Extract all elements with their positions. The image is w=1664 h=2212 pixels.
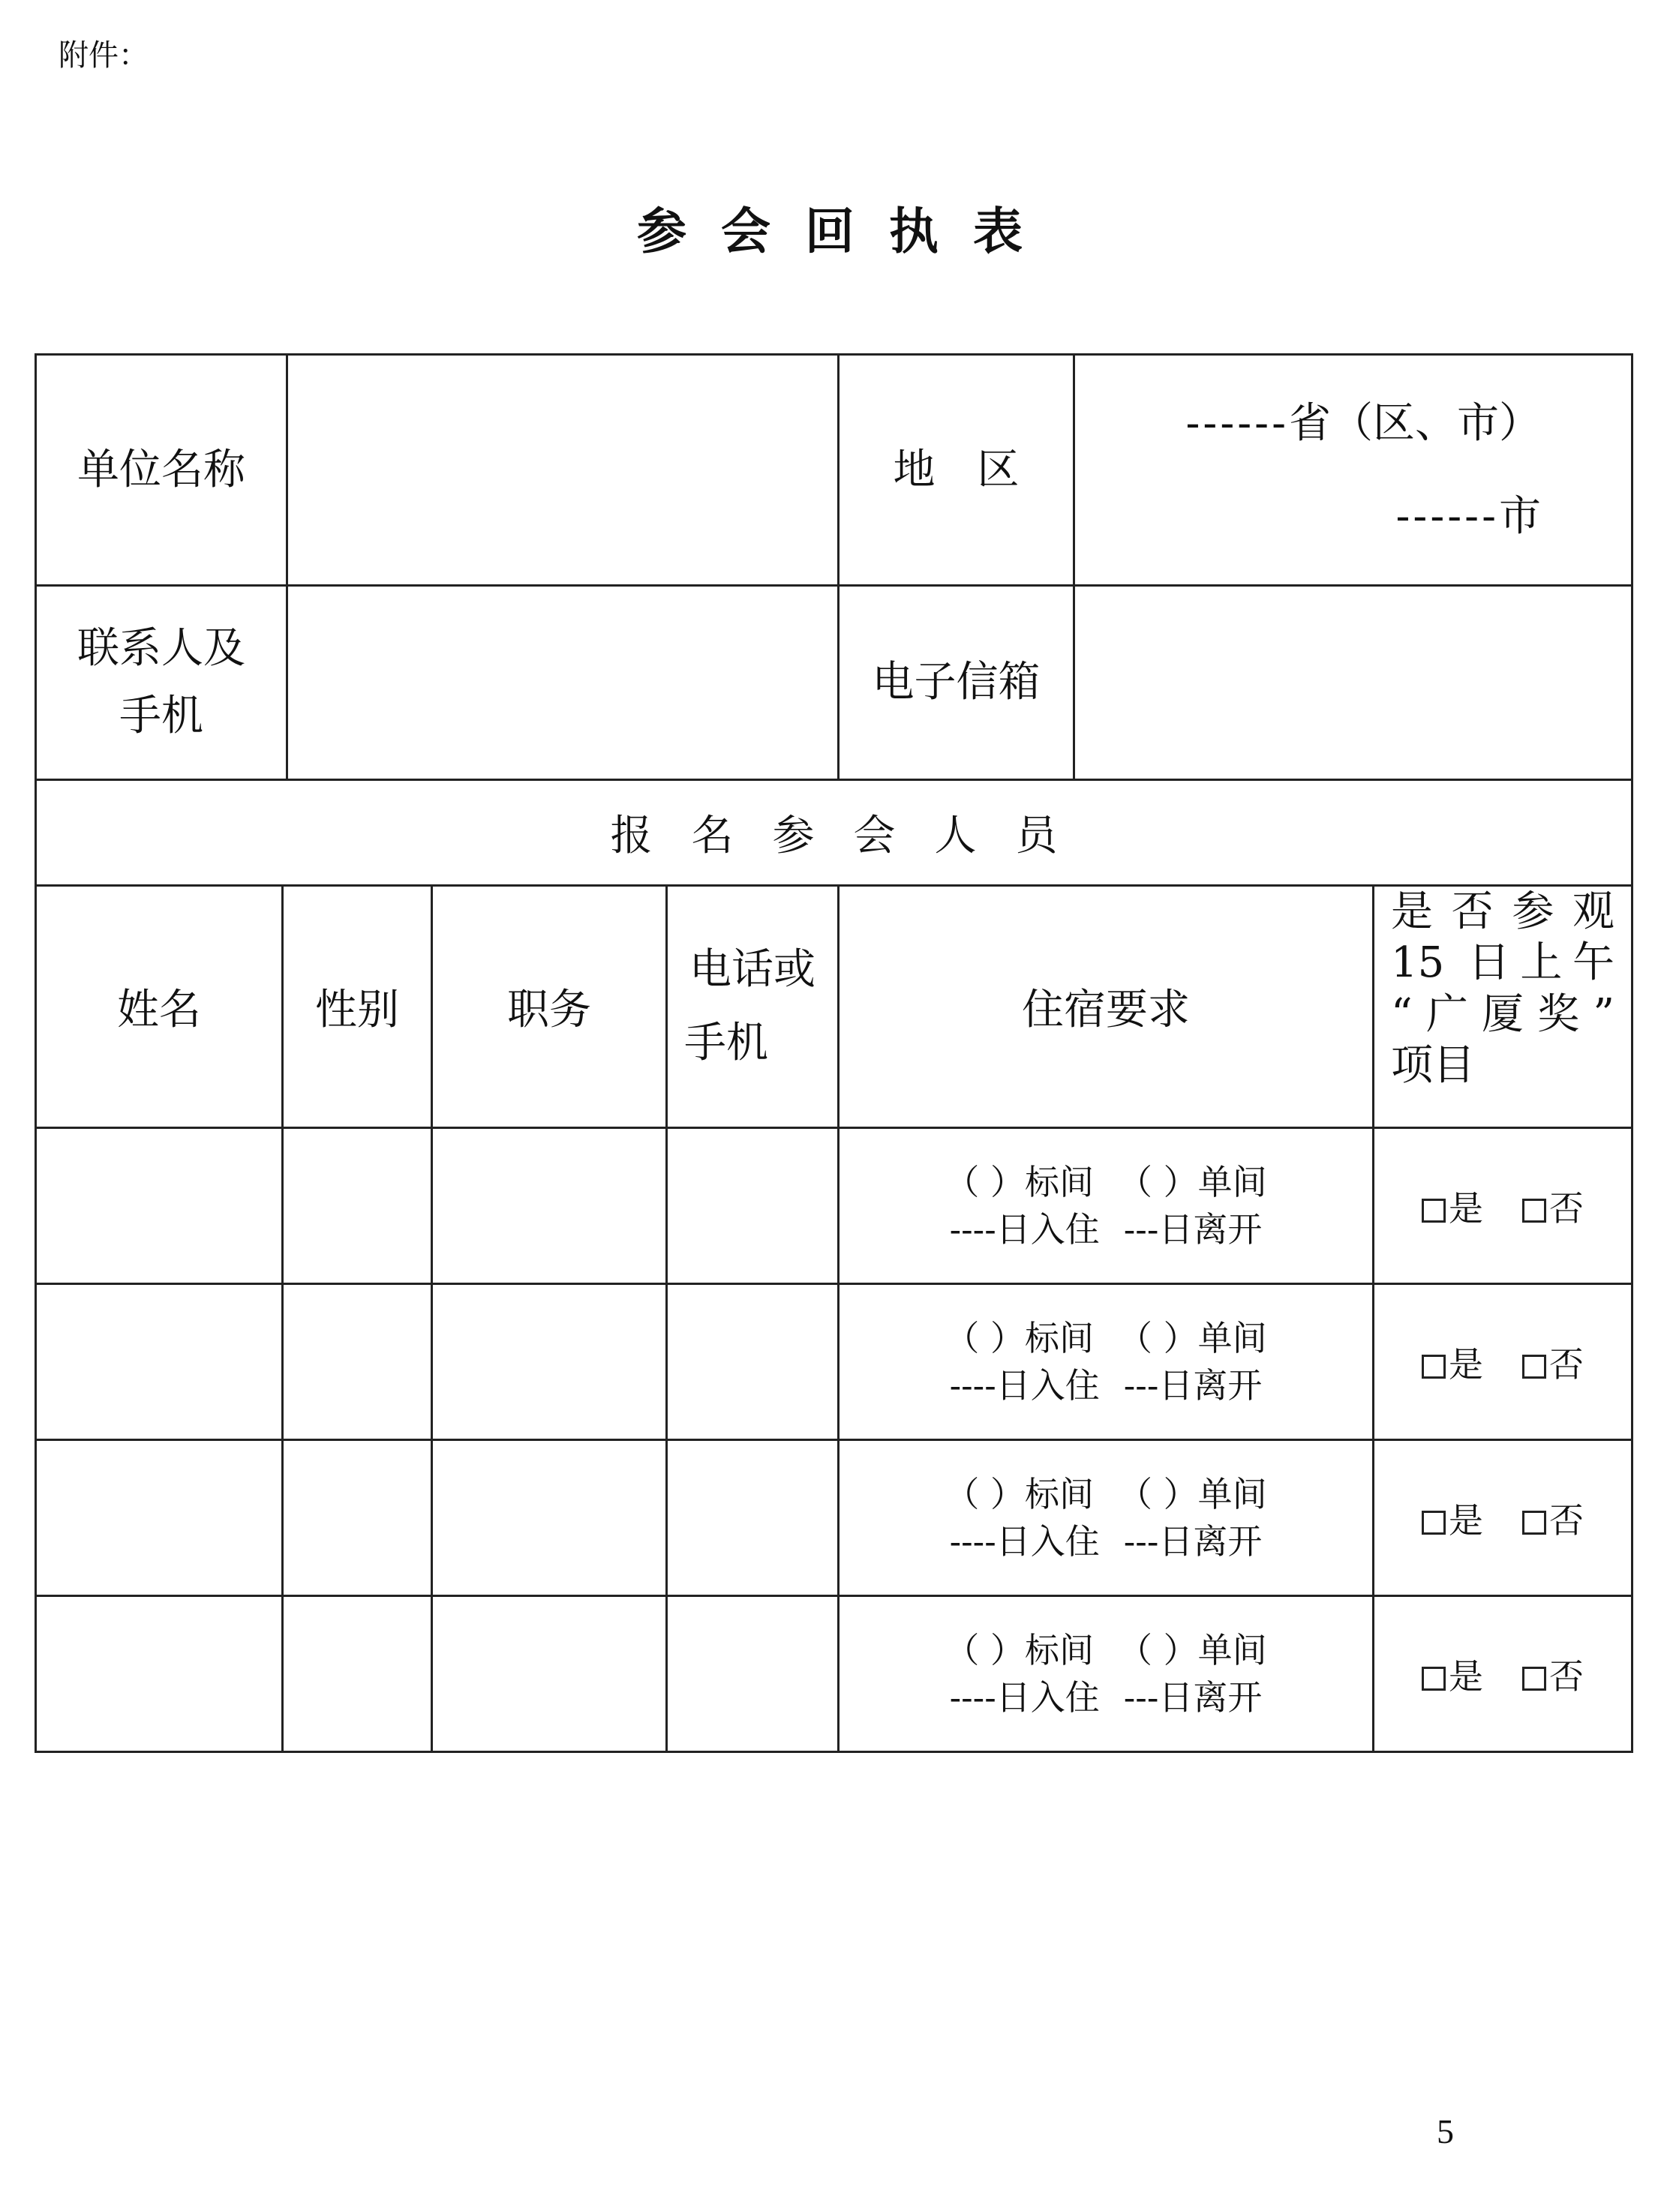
visit-no-label: 否 <box>1549 1499 1584 1541</box>
room-standard-option[interactable]: （ ）标间 <box>945 1162 1094 1203</box>
column-name: 姓名 <box>117 986 201 1034</box>
visit-yes-label: 是 <box>1449 1499 1483 1541</box>
lodging-field[interactable] <box>840 1441 1372 1595</box>
checkbox-icon[interactable] <box>1522 1355 1546 1379</box>
members-section-header: 报名参会人员 <box>610 812 1097 860</box>
column-phone-line2: 手机 <box>684 1019 768 1067</box>
visit-choice <box>1374 1597 1631 1751</box>
checkbox-icon[interactable] <box>1422 1667 1446 1691</box>
contact-label-line2: 手机 <box>119 692 203 740</box>
room-single-option[interactable]: （ ）单间 <box>1118 1162 1267 1203</box>
position-field[interactable] <box>433 1597 665 1751</box>
visit-yes-option[interactable] <box>1422 1493 1483 1543</box>
gender-field[interactable] <box>284 1441 431 1595</box>
visit-no-option[interactable] <box>1522 1493 1584 1543</box>
checkbox-icon[interactable] <box>1422 1511 1446 1535</box>
region-field[interactable] <box>1075 356 1631 584</box>
visit-no-option[interactable] <box>1522 1649 1584 1699</box>
visit-choice <box>1374 1441 1631 1595</box>
attachment-label: 附件： <box>59 38 149 73</box>
page-number: 5 <box>1437 2112 1454 2150</box>
checkbox-icon[interactable] <box>1422 1355 1446 1379</box>
gender-field[interactable] <box>284 1597 431 1751</box>
visit-choice <box>1374 1285 1631 1439</box>
lodging-field[interactable] <box>840 1285 1372 1439</box>
visit-yes-option[interactable] <box>1422 1181 1483 1231</box>
phone-field[interactable] <box>668 1285 837 1439</box>
visit-yes-option[interactable] <box>1422 1337 1483 1387</box>
room-standard-option[interactable]: （ ）标间 <box>945 1474 1094 1515</box>
column-visit-line2: 15 日上午 <box>1391 938 1614 988</box>
checkbox-icon[interactable] <box>1522 1667 1546 1691</box>
region-province-suffix: 省（区、市） <box>1289 398 1541 448</box>
checkin-date-blank[interactable]: ----日入住 <box>949 1208 1100 1250</box>
email-label: 电子信箱 <box>872 658 1041 707</box>
column-position: 职务 <box>507 986 591 1034</box>
visit-yes-option[interactable] <box>1422 1649 1483 1699</box>
room-single-option[interactable]: （ ）单间 <box>1118 1318 1267 1359</box>
visit-yes-label: 是 <box>1449 1187 1483 1229</box>
room-standard-option[interactable]: （ ）标间 <box>945 1630 1094 1671</box>
visit-yes-label: 是 <box>1449 1655 1483 1697</box>
contact-label <box>37 587 286 779</box>
position-field[interactable] <box>433 1441 665 1595</box>
visit-no-label: 否 <box>1549 1187 1584 1229</box>
phone-field[interactable] <box>668 1597 837 1751</box>
visit-no-label: 否 <box>1549 1343 1584 1385</box>
checkbox-icon[interactable] <box>1522 1199 1546 1223</box>
column-gender: 性别 <box>315 986 399 1034</box>
visit-choice <box>1374 1129 1631 1283</box>
email-field[interactable] <box>1075 587 1631 779</box>
lodging-field[interactable] <box>840 1597 1372 1751</box>
region-city-blank: ------ <box>1395 491 1499 541</box>
column-phone <box>668 887 837 1127</box>
position-field[interactable] <box>433 1129 665 1283</box>
lodging-field[interactable] <box>840 1129 1372 1283</box>
contact-label-line1: 联系人及 <box>77 624 245 674</box>
checkbox-icon[interactable] <box>1422 1199 1446 1223</box>
column-visit-line1: 是 否 参 观 <box>1391 887 1614 936</box>
checkout-date-blank[interactable]: ---日离开 <box>1123 1676 1263 1718</box>
room-standard-option[interactable]: （ ）标间 <box>945 1318 1094 1359</box>
visit-no-option[interactable] <box>1522 1337 1584 1387</box>
name-field[interactable] <box>37 1285 281 1439</box>
checkin-date-blank[interactable]: ----日入住 <box>949 1364 1100 1406</box>
visit-no-label: 否 <box>1549 1655 1584 1697</box>
region-city-suffix: 市 <box>1499 491 1541 541</box>
checkin-date-blank[interactable]: ----日入住 <box>949 1520 1100 1562</box>
column-visit <box>1374 887 1631 1127</box>
column-lodging: 住宿要求 <box>1022 986 1190 1034</box>
region-label: 地 区 <box>893 445 1020 494</box>
gender-field[interactable] <box>284 1129 431 1283</box>
checkout-date-blank[interactable]: ---日离开 <box>1123 1364 1263 1406</box>
checkbox-icon[interactable] <box>1522 1511 1546 1535</box>
visit-no-option[interactable] <box>1522 1181 1584 1231</box>
checkout-date-blank[interactable]: ---日离开 <box>1123 1208 1263 1250</box>
column-visit-line3: “广厦奖” <box>1391 989 1614 1039</box>
position-field[interactable] <box>433 1285 665 1439</box>
gender-field[interactable] <box>284 1285 431 1439</box>
name-field[interactable] <box>37 1441 281 1595</box>
region-province-blank: ------ <box>1185 398 1289 448</box>
room-single-option[interactable]: （ ）单间 <box>1118 1474 1267 1515</box>
unit-name-label: 单位名称 <box>77 445 245 494</box>
contact-field[interactable] <box>288 587 837 779</box>
checkin-date-blank[interactable]: ----日入住 <box>949 1676 1100 1718</box>
room-single-option[interactable]: （ ）单间 <box>1118 1630 1267 1671</box>
visit-yes-label: 是 <box>1449 1343 1483 1385</box>
column-visit-line4: 项目 <box>1391 1040 1475 1090</box>
name-field[interactable] <box>37 1129 281 1283</box>
name-field[interactable] <box>37 1597 281 1751</box>
phone-field[interactable] <box>668 1441 837 1595</box>
phone-field[interactable] <box>668 1129 837 1283</box>
checkout-date-blank[interactable]: ---日离开 <box>1123 1520 1263 1562</box>
unit-name-field[interactable] <box>288 356 837 584</box>
column-phone-line1: 电话或 <box>689 945 815 994</box>
page-title: 参会回执表 <box>637 203 1057 260</box>
